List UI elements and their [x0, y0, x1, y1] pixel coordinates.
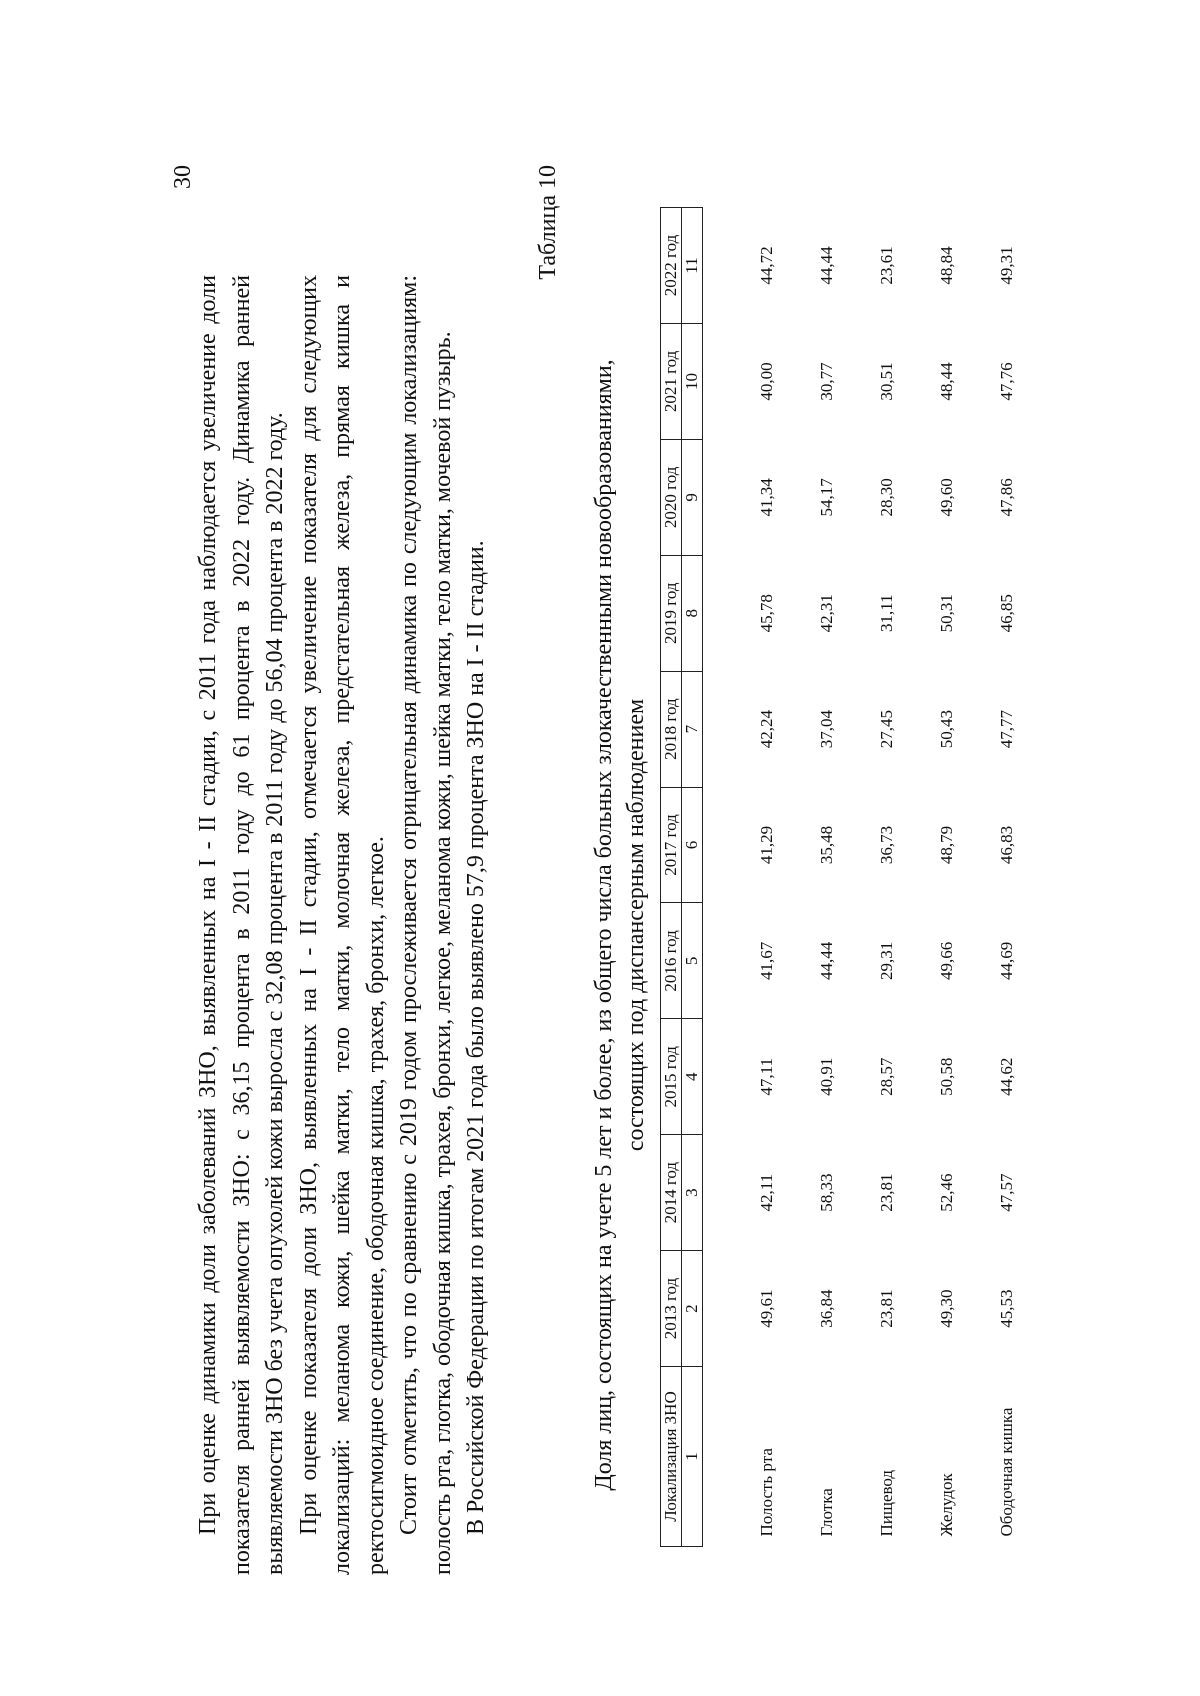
- header-cell: 2018 год: [661, 671, 682, 787]
- table-row: [857, 208, 917, 1547]
- table-cell: 42,31: [817, 594, 836, 633]
- table-cell: 40,91: [817, 1057, 836, 1096]
- table-spacer: [703, 208, 738, 1547]
- column-number-cell: 2: [682, 1251, 703, 1367]
- row-name: Полость рта: [757, 1448, 776, 1537]
- header-cell: Локализация ЗНО: [661, 1367, 682, 1547]
- table-cell: 49,31: [997, 246, 1016, 285]
- table-cell: 42,24: [757, 709, 776, 749]
- header-row: [661, 208, 682, 1547]
- table-row: [737, 208, 797, 1547]
- table-cell: 29,31: [877, 941, 896, 981]
- table-cell: 50,58: [937, 1057, 956, 1096]
- table-cell: 42,11: [757, 1173, 776, 1212]
- table-cell: 47,77: [997, 709, 1016, 749]
- table-cell: 48,84: [937, 246, 956, 285]
- table-label: Таблица 10: [535, 165, 561, 280]
- row-name: Желудок: [937, 1473, 956, 1537]
- table-cell: 28,57: [877, 1057, 896, 1096]
- column-number-cell: 9: [682, 439, 703, 555]
- table-cell: 48,44: [937, 362, 956, 401]
- table-cell: 30,77: [817, 362, 836, 401]
- paragraph-3: Стоит отметить, что по сравнению с 2019 годом прослеживается отрицательная динамика по следующим локализациям: полость рта, глотка, ободочная кишка, трахея, бронхи, легкое, меланома кожи, шейка матки, тело матки, мочевой пузырь.: [396, 275, 456, 1575]
- header-cell: 2021 год: [661, 323, 682, 439]
- paragraph-1: При оценке динамики доли заболеваний ЗНО, выявленных на I - II стадии, с 2011 года наблюдается увеличение доли показателя ранней выявляемости ЗНО: с 36,15 процента в 2011 году до 61 процента в 2022 году. Динамика ранней выявляемости ЗНО без учета опухолей кожи выросла с 32,08 процента в 2011 году до 56,04 процента в 2022 году.: [195, 275, 288, 1575]
- row-name: Глотка: [817, 1488, 836, 1537]
- page-number: 30: [170, 165, 196, 189]
- table-title: [588, 275, 652, 1575]
- column-number-cell: 11: [682, 208, 703, 324]
- column-number-cell: 7: [682, 671, 703, 787]
- table-cell: 37,04: [817, 709, 836, 749]
- header-cell: 2014 год: [661, 1135, 682, 1251]
- table-cell: 27,45: [877, 709, 896, 749]
- paragraph-2: При оценке показателя доли ЗНО, выявленных на I - II стадии, отмечается увеличение показателя для следующих локализаций: меланома кожи, шейка матки, тело матки, молочная железа, предстательная железа, прямая кишка и ректосигмоидное соединение, ободочная кишка, трахея, бронхи, легкое.: [295, 275, 389, 1575]
- column-number-cell: 10: [682, 323, 703, 439]
- table-cell: 44,44: [817, 941, 836, 981]
- column-number-cell: 5: [682, 903, 703, 1019]
- table-cell: 49,60: [937, 478, 956, 517]
- table-cell: 58,33: [817, 1173, 836, 1212]
- table-cell: 46,85: [997, 594, 1016, 633]
- table-cell: 47,57: [997, 1173, 1016, 1212]
- table-cell: 49,66: [937, 941, 956, 981]
- header-cell: 2020 год: [661, 439, 682, 555]
- column-number-row: [682, 208, 703, 1547]
- table-cell: 49,61: [757, 1289, 776, 1328]
- table-cell: 50,31: [937, 594, 956, 633]
- table-cell: 40,00: [757, 362, 776, 401]
- table-cell: 36,84: [817, 1289, 836, 1328]
- table-cell: 54,17: [817, 478, 836, 517]
- table-cell: 41,29: [757, 825, 776, 865]
- table-cell: 50,43: [937, 709, 956, 749]
- header-cell: 2013 год: [661, 1251, 682, 1367]
- table-cell: 47,86: [997, 478, 1016, 517]
- column-number-cell: 4: [682, 1019, 703, 1135]
- table-cell: 41,67: [757, 941, 776, 981]
- table-cell: 44,44: [817, 246, 836, 285]
- column-number-cell: 8: [682, 555, 703, 671]
- table-cell: 36,73: [877, 825, 896, 865]
- header-cell: 2015 год: [661, 1019, 682, 1135]
- table-cell: 23,61: [877, 246, 896, 285]
- table-title-line-1: Доля лиц, состоящих на учете 5 лет и более, из общего числа больных злокачественными новообразованиями,: [591, 359, 617, 1491]
- table-cell: 44,69: [997, 941, 1016, 981]
- column-number-cell: 3: [682, 1135, 703, 1251]
- table-cell: 48,79: [937, 825, 956, 865]
- table-cell: 45,53: [997, 1289, 1016, 1328]
- header-cell: 2019 год: [661, 555, 682, 671]
- row-name: Пищевод: [877, 1469, 896, 1537]
- header-cell: 2022 год: [661, 208, 682, 324]
- table-cell: 31,11: [877, 594, 896, 633]
- paragraph-4: В Российской Федерации по итогам 2021 года было выявлено 57,9 процента ЗНО на I - II стадии.: [463, 540, 489, 1535]
- header-cell: 2017 год: [661, 787, 682, 903]
- table-cell: 35,48: [817, 825, 836, 865]
- table-cell: 23,81: [877, 1289, 896, 1328]
- column-number-cell: 6: [682, 787, 703, 903]
- rotated-page: [170, 145, 1020, 1605]
- data-table: [660, 207, 1037, 1547]
- table-row: [977, 208, 1037, 1547]
- table-cell: 41,34: [757, 478, 776, 517]
- table-cell: 28,30: [877, 478, 896, 517]
- table-cell: 52,46: [937, 1173, 956, 1212]
- table-cell: 49,30: [937, 1289, 956, 1328]
- table-cell: 45,78: [757, 594, 776, 633]
- table-cell: 46,83: [997, 825, 1016, 865]
- table-cell: 30,51: [877, 362, 896, 401]
- table-title-line-2: состоящих под диспансерным наблюдением: [623, 698, 649, 1152]
- table-row: [797, 208, 857, 1547]
- table-cell: 44,62: [997, 1057, 1016, 1096]
- table-cell: 44,72: [757, 246, 776, 285]
- table-row: [917, 208, 977, 1547]
- table-cell: 47,11: [757, 1057, 776, 1096]
- header-cell: 2016 год: [661, 903, 682, 1019]
- table-cell: 23,81: [877, 1173, 896, 1212]
- body-text: [192, 275, 494, 1575]
- row-name: Ободочная кишка: [997, 1407, 1016, 1537]
- table-cell: 47,76: [997, 362, 1016, 401]
- column-number-cell: 1: [682, 1367, 703, 1547]
